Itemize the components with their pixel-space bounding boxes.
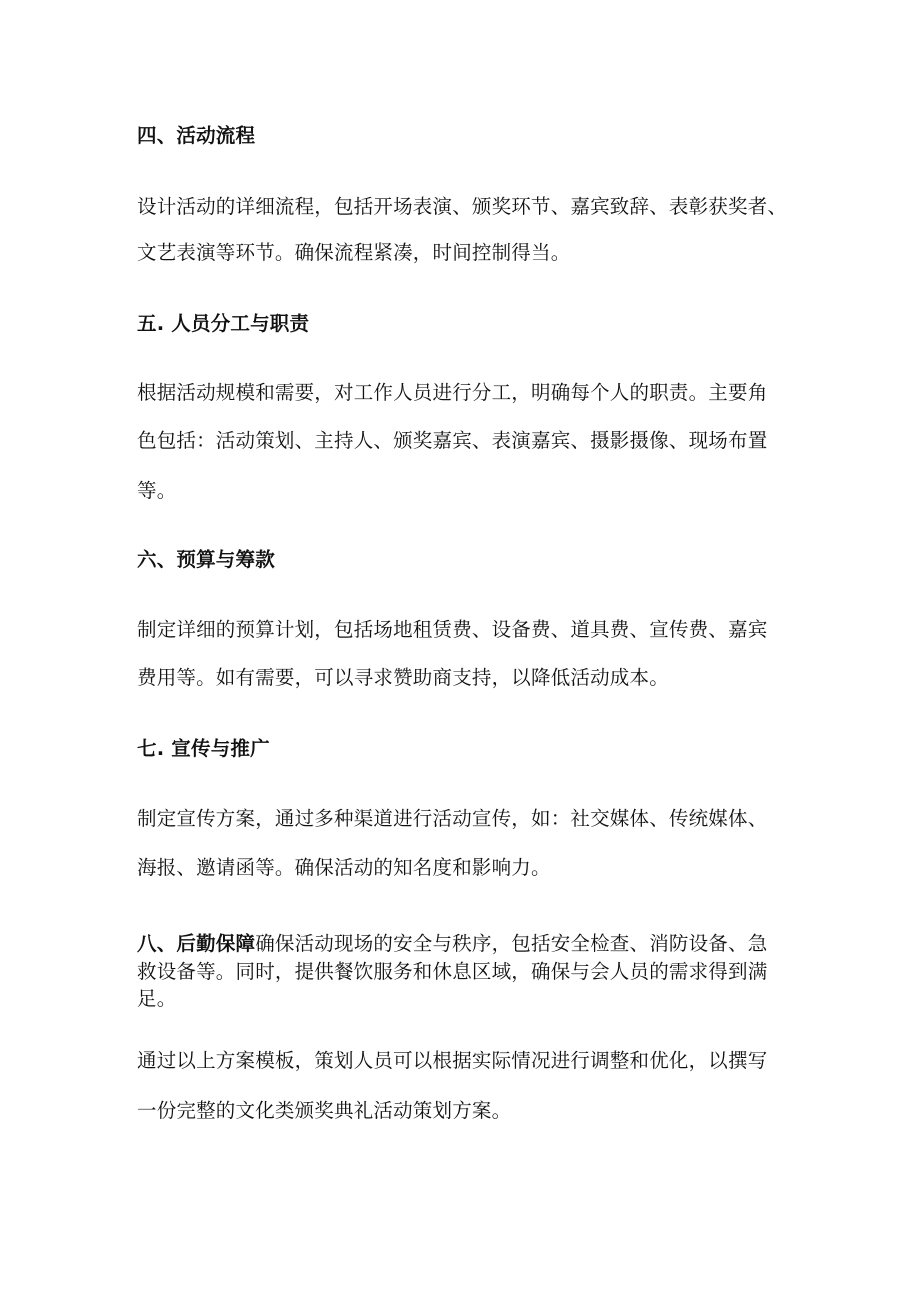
paragraph-line: 等。 bbox=[137, 479, 177, 502]
paragraph-line: 文艺表演等环节。确保流程紧凑，时间控制得当。 bbox=[137, 241, 571, 264]
section-8-first-line bbox=[137, 928, 767, 956]
paragraph-text: 确保活动现场的安全与秩序，包括安全检查、消防设备、急 bbox=[255, 932, 768, 955]
paragraph-line: 费用等。如有需要，可以寻求赞助商支持，以降低活动成本。 bbox=[137, 666, 669, 689]
conclusion-line: 一份完整的文化类颁奖典礼活动策划方案。 bbox=[137, 1099, 512, 1122]
section-heading-6: 六、预算与筹款 bbox=[137, 548, 275, 571]
paragraph-line: 足。 bbox=[137, 987, 177, 1010]
section-heading-5: 五. 人员分工与职责 bbox=[137, 312, 310, 335]
paragraph-line: 制定详细的预算计划，包括场地租赁费、设备费、道具费、宣传费、嘉宾 bbox=[137, 618, 768, 641]
paragraph-line: 制定宣传方案，通过多种渠道进行活动宣传，如：社交媒体、传统媒体、 bbox=[137, 807, 768, 830]
section-heading-4: 四、活动流程 bbox=[137, 124, 256, 147]
paragraph-line: 设计活动的详细流程，包括开场表演、颁奖环节、嘉宾致辞、表彰获奖者、 bbox=[137, 195, 788, 218]
paragraph-line: 根据活动规模和需要，对工作人员进行分工，明确每个人的职责。主要角 bbox=[137, 381, 768, 404]
paragraph-line: 色包括：活动策划、主持人、颁奖嘉宾、表演嘉宾、摄影摄像、现场布置 bbox=[137, 429, 768, 452]
conclusion-line: 通过以上方案模板，策划人员可以根据实际情况进行调整和优化，以撰写 bbox=[137, 1049, 768, 1072]
section-heading-7: 七. 宣传与推广 bbox=[137, 737, 270, 760]
paragraph-line: 海报、邀请函等。确保活动的知名度和影响力。 bbox=[137, 856, 551, 879]
paragraph-line: 救设备等。同时，提供餐饮服务和休息区域，确保与会人员的需求得到满 bbox=[137, 960, 768, 983]
section-heading-8: 八、后勤保障 bbox=[137, 932, 256, 955]
